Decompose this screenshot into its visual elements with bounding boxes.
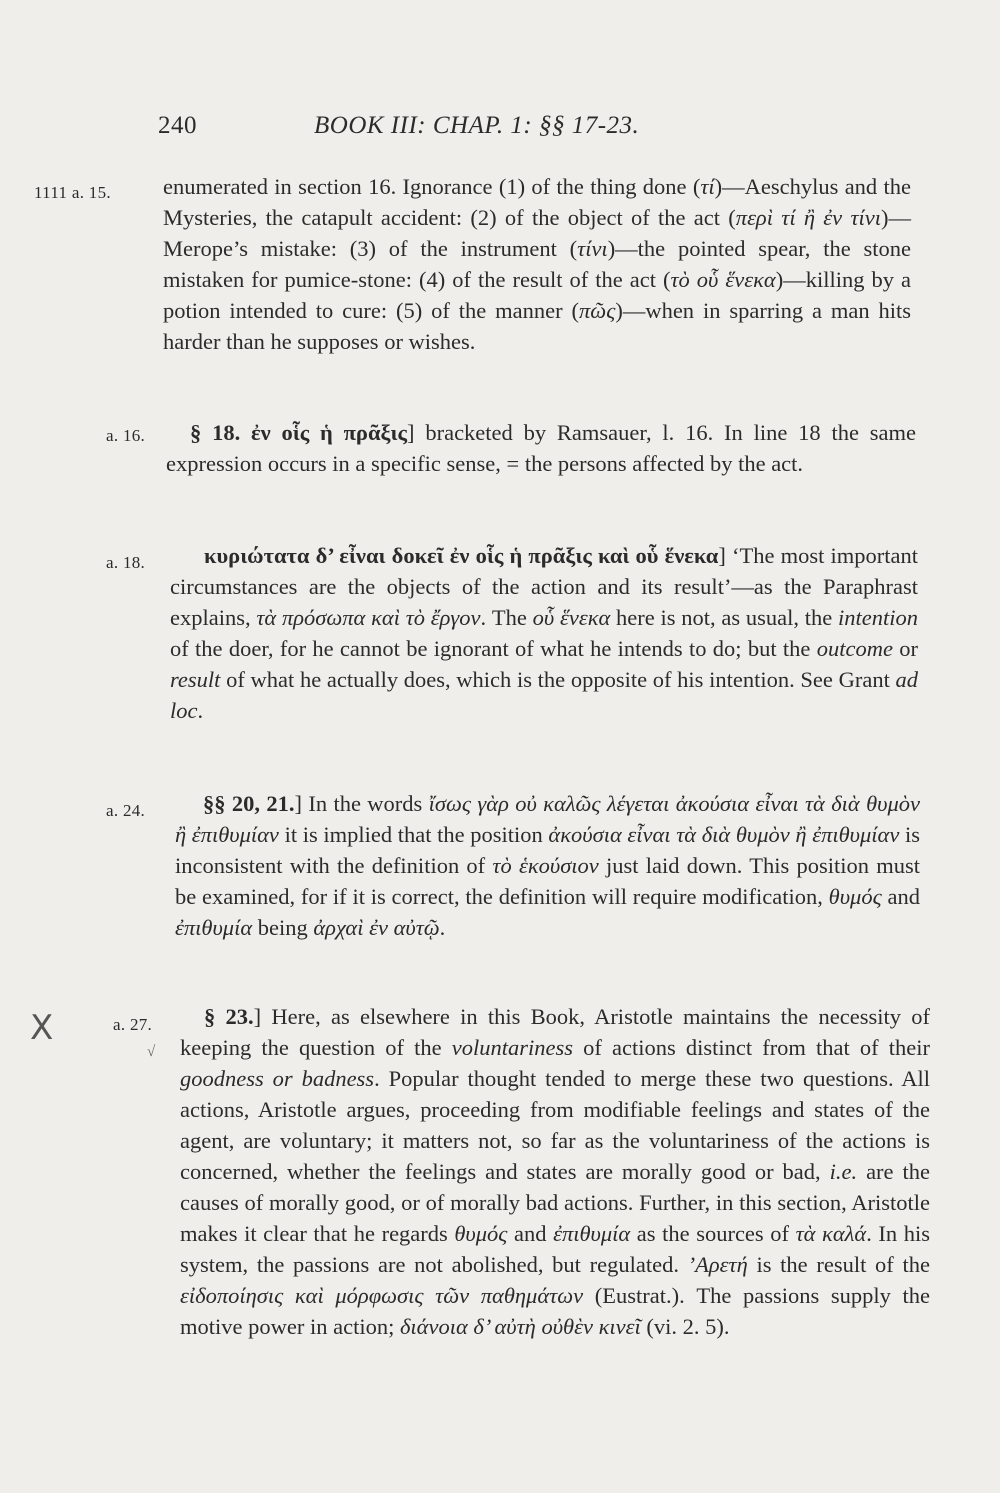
commentary-note: enumerated in section 16. Ignorance (1) of the thing done (τί)—Aeschylus and the Mysteries, the catapult accident: (2) of the object of the act (περὶ τί ἢ ἐν τίνι)—Merope’s mistake: (3) of the instrument (τίνι)—the pointed spear, the stone mistaken for pumice-stone: (4) of the result of the act (τὸ οὗ ἕνεκα)—killing by a potion intended to cure: (5) of the manner (πῶς)—when in sparring a man hits harder than he supposes or wishes. bbox=[163, 174, 911, 354]
commentary-note: § 23.] Here, as elsewhere in this Book, Aristotle maintains the necessity of keeping the question of the voluntariness of actions distinct from that of their goodness or badness. Popular thought tended to merge these two questions. All actions, Aristotle argues, proceeding from modifiable feelings and states of the agent, are voluntary; it matters not, so far as the voluntariness of the actions is concerned, whether the feelings and states are morally good or bad, i.e. are the causes of morally good, or of morally bad actions. Further, in this section, Aristotle makes it clear that he regards θυμός and ἐπιθυμία as the sources of τὰ καλά. In his system, the passions are not abolished, but regulated. ’Αρετή is the result of the εἰδοποίησις καὶ μόρφωσις τῶν παθημάτων (Eustrat.). The passions supply the motive power in action; διάνοια δ’ αὐτὴ οὐθὲν κινεῖ (vi. 2. 5). bbox=[180, 1004, 931, 1339]
lemma: κυριώτατα δ’ εἶναι δοκεῖ ἐν οἷς ἡ πρᾶξις καὶ οὗ ἕνεκα bbox=[204, 543, 719, 568]
line-reference: a. 24. bbox=[106, 801, 146, 820]
commentary-note: §§ 20, 21.] In the words ἴσως γὰρ οὐ καλῶς λέγεται ἀκούσια εἶναι τὰ διὰ θυμὸν ἢ ἐπιθυμίαν it is implied that the position ἀκούσια εἶναι τὰ διὰ θυμὸν ἢ ἐπιθυμίαν is inconsistent with the definition of τὸ ἑκούσιον just laid down. This position must be examined, for if it is correct, the definition will require modification, θυμός and ἐπιθυμία being ἀρχαὶ ἐν αὐτῷ. bbox=[175, 791, 920, 940]
margin-annotation: X bbox=[30, 1008, 54, 1048]
margin-tick: √ bbox=[147, 1044, 156, 1060]
running-title: BOOK III: CHAP. 1: §§ 17-23. bbox=[314, 112, 640, 139]
lemma: §§ 20, 21. bbox=[203, 791, 295, 816]
line-reference: a. 18. bbox=[106, 553, 146, 572]
page-number: 240 bbox=[158, 112, 197, 139]
line-reference: a. 27. bbox=[113, 1015, 153, 1034]
line-reference: a. 16. bbox=[106, 426, 146, 445]
lemma: § 23. bbox=[204, 1004, 254, 1029]
commentary-note: κυριώτατα δ’ εἶναι δοκεῖ ἐν οἷς ἡ πρᾶξις καὶ οὗ ἕνεκα] ‘The most important circumstances are the objects of the action and its result’—as the Paraphrast explains, τὰ πρόσωπα καὶ τὸ ἔργον. The οὗ ἕνεκα here is not, as usual, the intention of the doer, for he cannot be ignorant of what he intends to do; but the outcome or result of what he actually does, which is the opposite of his intention. See Grant ad loc. bbox=[170, 543, 919, 723]
lemma: § 18. ἐν οἷς ἡ πρᾶξις bbox=[190, 420, 408, 445]
line-reference: 1111 a. 15. bbox=[34, 183, 111, 202]
commentary-note: § 18. ἐν οἷς ἡ πρᾶξις] bracketed by Ramsauer, l. 16. In line 18 the same expression occurs in a specific sense, = the persons affected by the act. bbox=[166, 420, 916, 476]
